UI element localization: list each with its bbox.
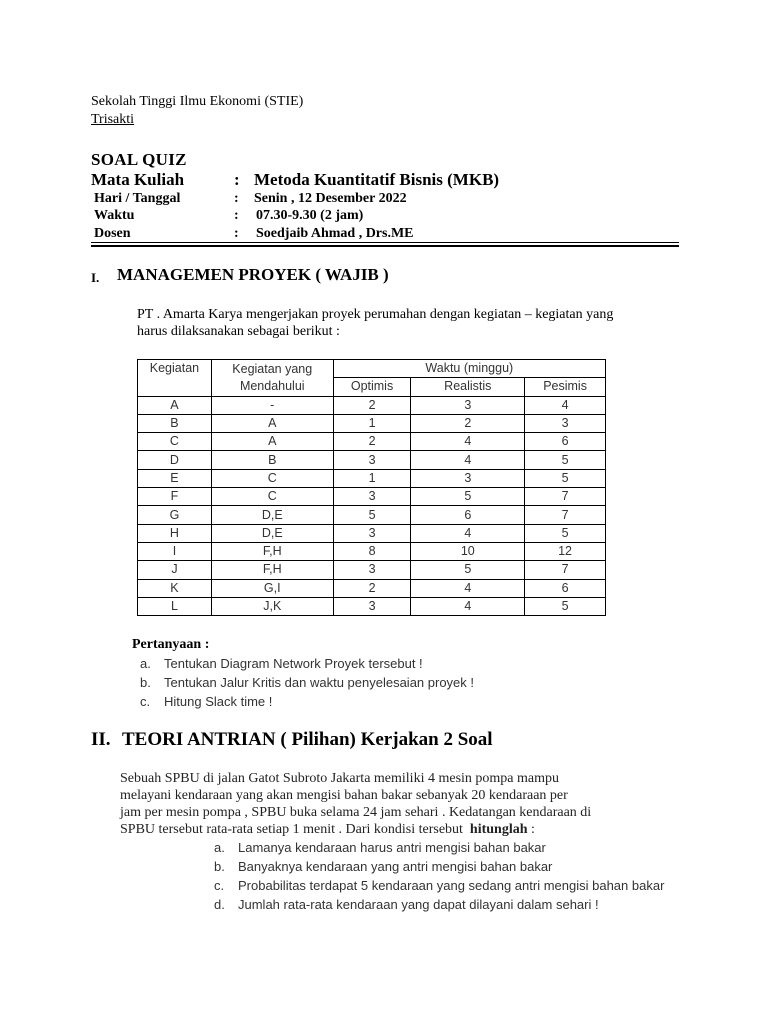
time-colon: :: [234, 208, 239, 223]
institution-subname: Trisakti: [91, 112, 135, 127]
section2-title: TEORI ANTRIAN ( Pilihan) Kerjakan 2 Soal: [122, 729, 493, 750]
cell-pesimis: 5: [525, 469, 606, 487]
cell-kegiatan: J: [138, 561, 212, 579]
header-waktu: Waktu (minggu): [333, 360, 605, 378]
cell-kegiatan: A: [138, 396, 212, 414]
list-item: [214, 859, 664, 878]
cell-pesimis: 7: [525, 488, 606, 506]
date-colon: :: [234, 191, 239, 206]
section1-title: MANAGEMEN PROYEK ( WAJIB ): [117, 265, 389, 284]
table-row: [138, 542, 606, 560]
question-letter: c.: [140, 694, 151, 709]
section1-intro: [137, 306, 673, 340]
question-text: Tentukan Jalur Kritis dan waktu penyelesaian proyek !: [164, 675, 475, 690]
cell-realistis: 4: [411, 597, 525, 615]
cell-pesimis: 3: [525, 414, 606, 432]
cell-realistis: 2: [411, 414, 525, 432]
cell-kegiatan: I: [138, 542, 212, 560]
question-letter: c.: [214, 878, 225, 893]
header-kegiatan: Kegiatan: [138, 360, 212, 397]
cell-kegiatan: K: [138, 579, 212, 597]
section1-questions: [140, 656, 474, 713]
cell-kegiatan: L: [138, 597, 212, 615]
list-item: [140, 694, 474, 713]
table-row: [138, 396, 606, 414]
cell-optimis: 3: [333, 524, 411, 542]
table-row: [138, 433, 606, 451]
time-value: 07.30-9.30 (2 jam): [256, 208, 364, 223]
cell-realistis: 5: [411, 561, 525, 579]
table-row: [138, 561, 606, 579]
list-item: [214, 878, 664, 897]
cell-realistis: 6: [411, 506, 525, 524]
cell-optimis: 8: [333, 542, 411, 560]
cell-optimis: 5: [333, 506, 411, 524]
cell-optimis: 3: [333, 451, 411, 469]
cell-pendahulu: F,H: [211, 542, 333, 560]
cell-pendahulu: A: [211, 414, 333, 432]
cell-realistis: 4: [411, 524, 525, 542]
table-row: [138, 414, 606, 432]
list-item: [140, 656, 474, 675]
cell-pendahulu: B: [211, 451, 333, 469]
cell-pendahulu: D,E: [211, 524, 333, 542]
cell-kegiatan: D: [138, 451, 212, 469]
section1-intro-line2: harus dilaksanakan sebagai berikut :: [137, 324, 340, 339]
cell-realistis: 5: [411, 488, 525, 506]
cell-pesimis: 6: [525, 579, 606, 597]
cell-realistis: 4: [411, 433, 525, 451]
table-row: [138, 579, 606, 597]
header-pendahulu-line2: Mendahului: [239, 378, 305, 393]
cell-kegiatan: G: [138, 506, 212, 524]
cell-pesimis: 5: [525, 597, 606, 615]
section2-line4-end: :: [527, 822, 535, 837]
cell-pesimis: 5: [525, 524, 606, 542]
question-text: Tentukan Diagram Network Proyek tersebut !: [164, 656, 423, 671]
cell-realistis: 4: [411, 579, 525, 597]
cell-pendahulu: -: [211, 396, 333, 414]
table-row: [138, 524, 606, 542]
section2-line2: melayani kendaraan yang akan mengisi bahan bakar sebanyak 20 kendaraan per: [120, 788, 568, 803]
time-label: Waktu: [94, 208, 135, 223]
cell-kegiatan: B: [138, 414, 212, 432]
cell-pendahulu: C: [211, 488, 333, 506]
question-text: Hitung Slack time !: [164, 694, 273, 709]
section2-paragraph: [120, 770, 676, 838]
cell-optimis: 1: [333, 469, 411, 487]
header-realistis: Realistis: [411, 378, 525, 396]
course-colon: :: [234, 170, 240, 189]
table-row: [138, 469, 606, 487]
quiz-title: SOAL QUIZ: [91, 150, 187, 169]
section2-line4-text: SPBU tersebut rata-rata setiap 1 menit . Dari kondisi tersebut: [120, 822, 463, 837]
cell-realistis: 3: [411, 469, 525, 487]
question-letter: a.: [140, 656, 151, 671]
table-row: [138, 488, 606, 506]
table-row: [138, 506, 606, 524]
cell-optimis: 3: [333, 488, 411, 506]
course-value: Metoda Kuantitatif Bisnis (MKB): [254, 170, 500, 189]
table-row: [138, 597, 606, 615]
section2-emphasis: hitunglah: [469, 822, 528, 837]
institution-name: Sekolah Tinggi Ilmu Ekonomi (STIE): [91, 94, 304, 109]
header-divider-top: [91, 242, 679, 243]
cell-optimis: 1: [333, 414, 411, 432]
course-label: Mata Kuliah: [91, 170, 185, 189]
cell-kegiatan: H: [138, 524, 212, 542]
question-letter: d.: [214, 897, 225, 912]
cell-kegiatan: C: [138, 433, 212, 451]
list-item: [140, 675, 474, 694]
table-row: [138, 451, 606, 469]
cell-optimis: 3: [333, 597, 411, 615]
cell-pendahulu: J,K: [211, 597, 333, 615]
lecturer-value: Soedjaib Ahmad , Drs.ME: [256, 226, 414, 241]
section2-line4: [120, 821, 676, 838]
section2-questions: [214, 840, 664, 916]
cell-optimis: 2: [333, 579, 411, 597]
cell-pesimis: 7: [525, 561, 606, 579]
section2-line1: Sebuah SPBU di jalan Gatot Subroto Jakarta memiliki 4 mesin pompa mampu: [120, 771, 560, 786]
cell-realistis: 10: [411, 542, 525, 560]
date-label: Hari / Tanggal: [94, 191, 181, 206]
question-letter: b.: [140, 675, 151, 690]
cell-pesimis: 12: [525, 542, 606, 560]
activity-table: [137, 359, 606, 616]
question-letter: b.: [214, 859, 225, 874]
question-text: Lamanya kendaraan harus antri mengisi bahan bakar: [238, 840, 546, 855]
list-item: [214, 897, 664, 916]
cell-pesimis: 7: [525, 506, 606, 524]
cell-kegiatan: F: [138, 488, 212, 506]
cell-pendahulu: A: [211, 433, 333, 451]
section1-intro-line1: PT . Amarta Karya mengerjakan proyek perumahan dengan kegiatan – kegiatan yang: [137, 307, 614, 322]
cell-pesimis: 6: [525, 433, 606, 451]
question-letter: a.: [214, 840, 225, 855]
cell-realistis: 4: [411, 451, 525, 469]
lecturer-label: Dosen: [94, 226, 131, 241]
cell-pendahulu: F,H: [211, 561, 333, 579]
question-text: Banyaknya kendaraan yang antri mengisi bahan bakar: [238, 859, 553, 874]
cell-realistis: 3: [411, 396, 525, 414]
cell-kegiatan: E: [138, 469, 212, 487]
header-pendahulu-line1: Kegiatan yang: [232, 361, 313, 376]
question-text: Jumlah rata-rata kendaraan yang dapat dilayani dalam sehari !: [238, 897, 599, 912]
cell-pesimis: 5: [525, 451, 606, 469]
questions-label: Pertanyaan :: [132, 637, 210, 652]
section2-number: II.: [91, 729, 111, 750]
list-item: [214, 840, 664, 859]
section2-line3: jam per mesin pompa , SPBU buka selama 24 jam sehari . Kedatangan kendaraan di: [120, 805, 592, 820]
cell-pesimis: 4: [525, 396, 606, 414]
cell-pendahulu: C: [211, 469, 333, 487]
header-pendahulu: [211, 360, 333, 397]
cell-pendahulu: D,E: [211, 506, 333, 524]
cell-optimis: 3: [333, 561, 411, 579]
header-pesimis: Pesimis: [525, 378, 606, 396]
cell-pendahulu: G,I: [211, 579, 333, 597]
lecturer-colon: :: [234, 226, 239, 241]
header-optimis: Optimis: [333, 378, 411, 396]
section1-number: I.: [91, 270, 100, 285]
header-divider-bottom: [91, 245, 679, 247]
cell-optimis: 2: [333, 396, 411, 414]
cell-optimis: 2: [333, 433, 411, 451]
date-value: Senin , 12 Desember 2022: [254, 191, 407, 206]
question-text: Probabilitas terdapat 5 kendaraan yang sedang antri mengisi bahan bakar: [238, 878, 665, 893]
